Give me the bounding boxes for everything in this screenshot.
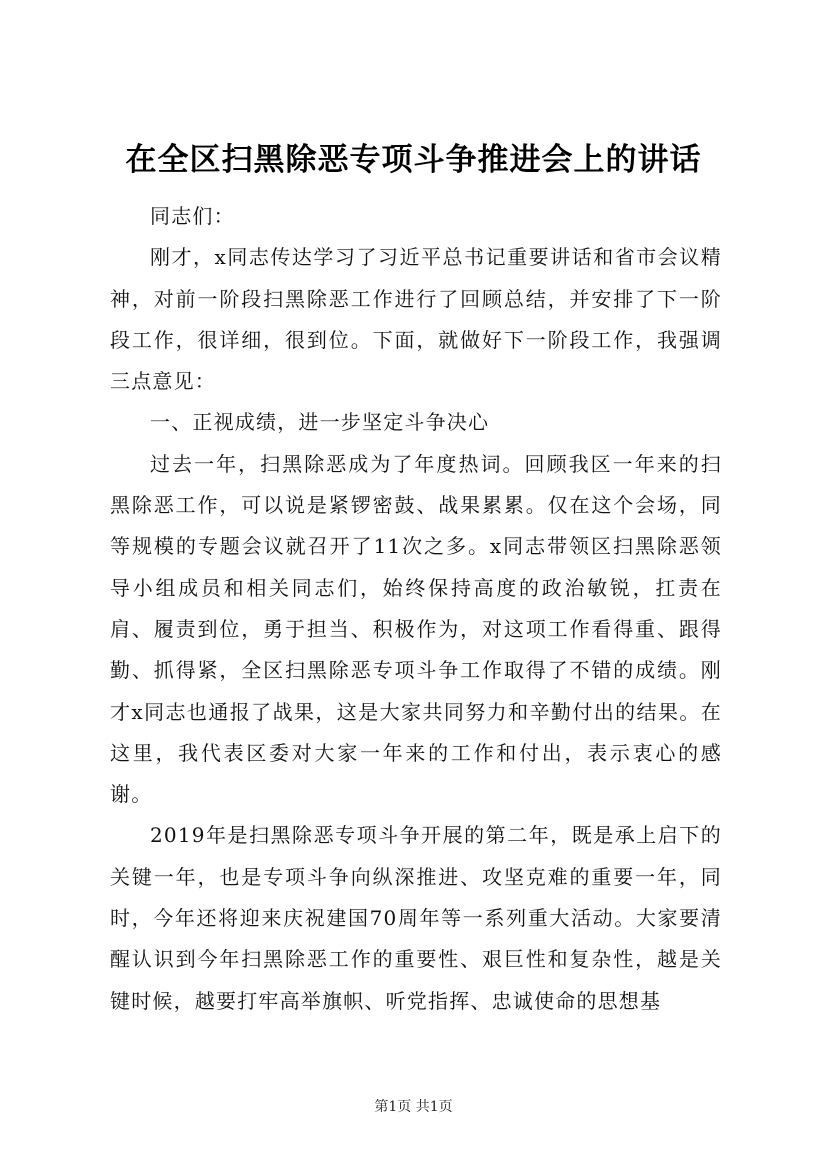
paragraph-intro: 刚才，x同志传达学习了习近平总书记重要讲话和省市会议精神，对前一阶段扫黑除恶工作进行了回顾总结，并安排了下一阶段工作，很详细，很到位。下面，就做好下一阶段工作，我强调三点意见： <box>110 245 722 394</box>
document-title: 在全区扫黑除恶专项斗争推进会上的讲话 <box>125 142 702 178</box>
salutation: 同志们： <box>150 204 235 228</box>
page-footer: 第1页 共1页 <box>374 1099 453 1115</box>
section-heading-1: 一、正视成绩，进一步坚定斗争决心 <box>150 410 490 435</box>
paragraph-2019: 2019年是扫黑除恶专项斗争开展的第二年，既是承上启下的关键一年，也是专项斗争向纵深推进、攻坚克难的重要一年，同时，今年还将迎来庆祝建国70周年等一系列重大活动。大家要清醒认识到今年扫黑除恶工作的重要性、艰巨性和复杂性，越是关键时候，越要打牢高举旗帜、听党指挥、忠诚使命的思想基 <box>110 823 722 1013</box>
paragraph-achievements: 过去一年，扫黑除恶成为了年度热词。回顾我区一年来的扫黑除恶工作，可以说是紧锣密鼓、战果累累。仅在这个会场，同等规模的专题会议就召开了11次之多。x同志带领区扫黑除恶领导小组成员和相关同志们，始终保持高度的政治敏锐，扛责在肩、履责到位，勇于担当、积极作为，对这项工作看得重、跟得勤、抓得紧，全区扫黑除恶专项斗争工作取得了不错的成绩。刚才x同志也通报了战果，这是大家共同努力和辛勤付出的结果。在这里，我代表区委对大家一年来的工作和付出，表示衷心的感谢。 <box>110 451 722 807</box>
document-body <box>110 196 722 1022</box>
